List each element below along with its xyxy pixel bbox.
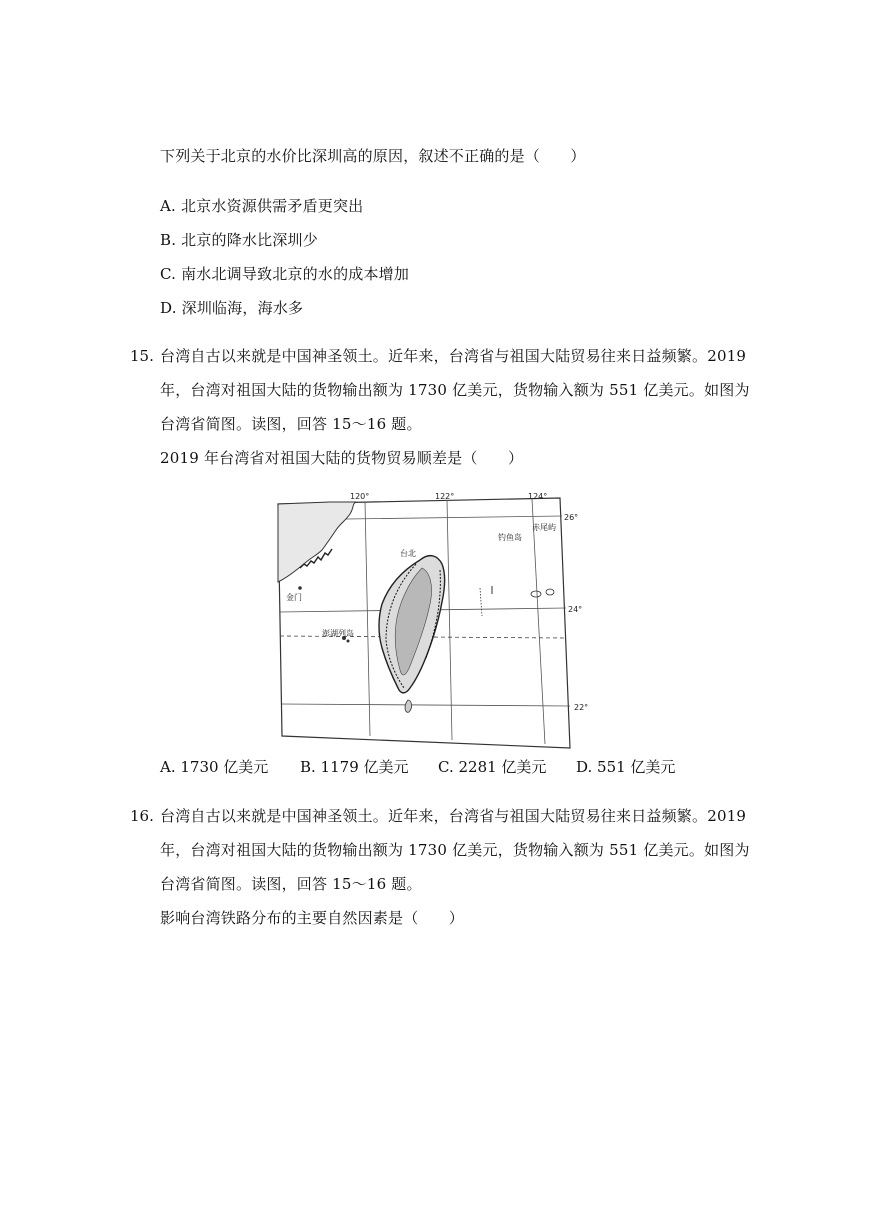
label-chiwei: 赤尾屿 (532, 523, 556, 532)
taiwan-map (270, 490, 605, 750)
label-penghu: 澎湖列岛 (322, 629, 354, 638)
choice-d[interactable]: D. 551 亿美元 (576, 758, 676, 776)
lat-label-26: 26° (564, 513, 579, 522)
label-kinmen: 金门 (286, 593, 302, 602)
question-number-15: 15. (130, 347, 154, 365)
option-d[interactable]: D. 深圳临海，海水多 (160, 299, 304, 317)
label-diaoyu: 钓鱼岛 (498, 533, 522, 542)
option-b[interactable]: B. 北京的降水比深圳少 (160, 231, 318, 249)
choice-c[interactable]: C. 2281 亿美元 (438, 758, 547, 776)
lat-label-24: 24° (568, 605, 583, 614)
choice-a[interactable]: A. 1730 亿美元 (160, 758, 269, 776)
label-taipei: 台北 (400, 549, 416, 558)
lat-label-22: 22° (574, 703, 589, 712)
q16-passage-line-3: 台湾省简图。读图，回答 15～16 题。 (160, 875, 422, 893)
q15-passage-line-1: 台湾自古以来就是中国神圣领土。近年来，台湾省与祖国大陆贸易往来日益频繁。2019 (160, 347, 747, 365)
q16-stem: 影响台湾铁路分布的主要自然因素是（ ） (160, 909, 465, 927)
question-number-16: 16. (130, 807, 154, 825)
lon-label-120: 120° (350, 492, 370, 501)
kinmen-dot (298, 586, 302, 590)
option-c[interactable]: C. 南水北调导致北京的水的成本增加 (160, 265, 410, 283)
q16-passage-line-2: 年，台湾对祖国大陆的货物输出额为 1730 亿美元，货物输入额为 551 亿美元。如图为 (160, 841, 750, 859)
q15-stem: 2019 年台湾省对祖国大陆的货物贸易顺差是（ ） (160, 449, 524, 467)
question-stem: 下列关于北京的水价比深圳高的原因，叙述不正确的是（ ） (160, 147, 586, 165)
q16-passage-line-1: 台湾自古以来就是中国神圣领土。近年来，台湾省与祖国大陆贸易往来日益频繁。2019 (160, 807, 747, 825)
choice-b[interactable]: B. 1179 亿美元 (300, 758, 409, 776)
q15-passage-line-3: 台湾省简图。读图，回答 15～16 题。 (160, 415, 422, 433)
lon-label-124: 124° (528, 492, 548, 501)
lon-label-122: 122° (435, 492, 455, 501)
option-a[interactable]: A. 北京水资源供需矛盾更突出 (160, 197, 364, 215)
q15-passage-line-2: 年，台湾对祖国大陆的货物输出额为 1730 亿美元，货物输入额为 551 亿美元。如图为 (160, 381, 750, 399)
